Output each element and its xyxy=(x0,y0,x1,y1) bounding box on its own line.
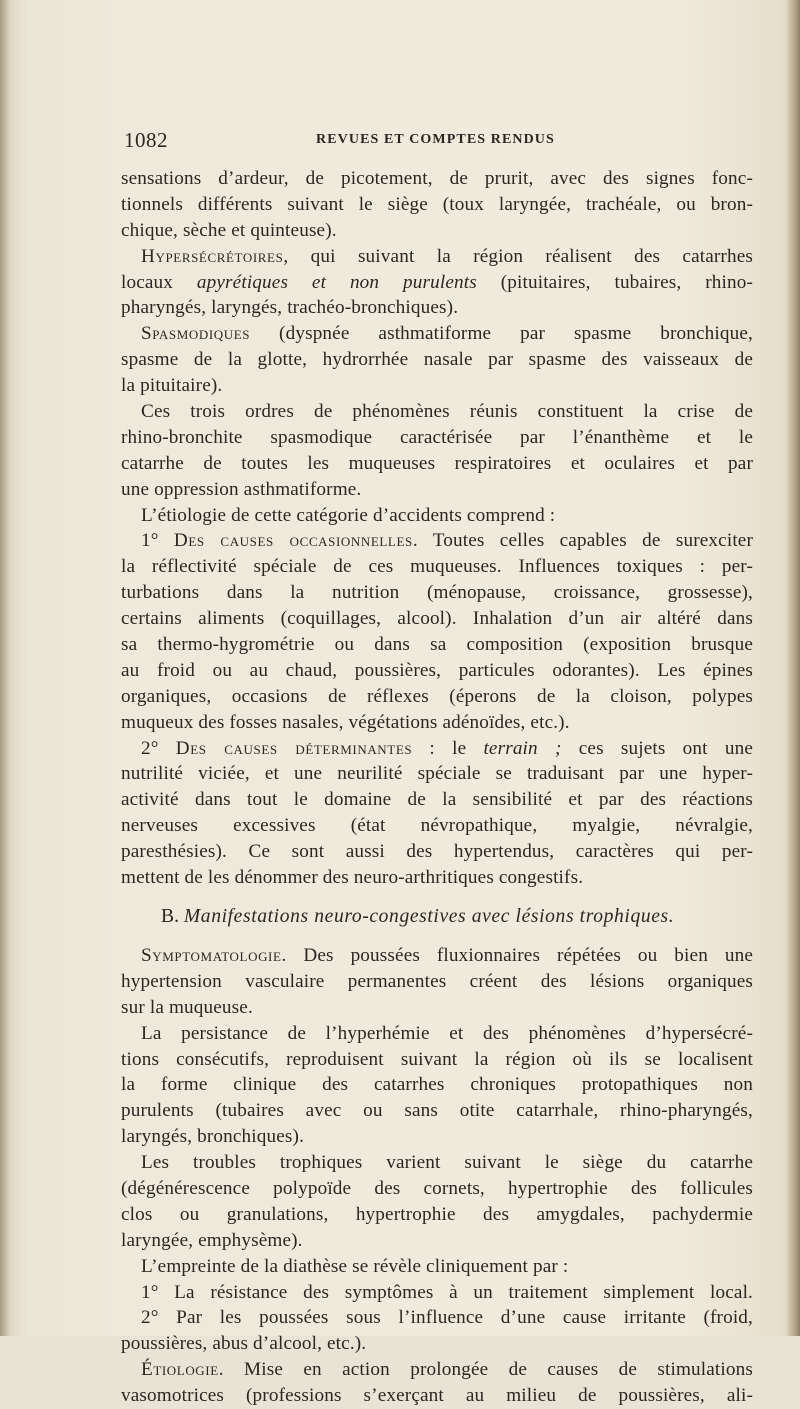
text-line: vasomotrices (professions s’exerçant au milieu de poussières, ali- xyxy=(121,1385,753,1407)
text-line: Les troubles trophiques varient suivant le siège du catarrhe xyxy=(141,1152,753,1174)
page-number: 1082 xyxy=(124,128,168,152)
section-title: Manifestations neuro-congestives avec lésions trophiques. xyxy=(183,905,675,927)
text-line: 1° La résistance des symptômes à un traitement simplement local. xyxy=(141,1281,753,1303)
text-line: chique, sèche et quinteuse). xyxy=(121,219,337,241)
text-line: organiques, occasions de réflexes (éperons de la cloison, polypes xyxy=(121,685,753,707)
text-line: L’étiologie de cette catégorie d’accidents comprend : xyxy=(141,504,556,526)
term-etiologie: Étiologie xyxy=(141,1359,219,1381)
text-line: certains aliments (coquillages, alcool). Inhalation d’un air altéré dans xyxy=(121,608,753,630)
text-line: purulents (tubaires avec ou sans otite catarrhale, rhino-pharyngés, xyxy=(121,1100,753,1122)
emphasis-apyretiques: apyrétiques et non purulents xyxy=(196,271,477,293)
page-header xyxy=(124,128,764,154)
text-line-symptomatologie: Symptomatologie. Des poussées fluxionnaires répétées ou bien une xyxy=(141,944,753,966)
section-label: B. xyxy=(161,905,179,927)
text-line: poussières, abus d’alcool, etc.). xyxy=(121,1333,367,1355)
text-line: clos ou granulations, hypertrophie des amygdales, pachydermie xyxy=(121,1203,753,1225)
text-line-spasmodiques: Spasmodiques (dyspnée asthmatiforme par spasme bronchique, xyxy=(141,323,753,345)
text-line: turbations dans la nutrition (ménopause, croissance, grossesse), xyxy=(121,582,753,604)
text-line: rhino-bronchite spasmodique caractérisée par l’énanthème et le xyxy=(121,426,753,448)
text-line: la pituitaire). xyxy=(121,375,223,397)
text-line: laryngée, emphysème). xyxy=(121,1229,303,1251)
text-line: (dégénérescence polypoïde des cornets, hypertrophie des follicules xyxy=(121,1177,753,1199)
text-line: sensations d’ardeur, de picotement, de prurit, avec des signes fonc- xyxy=(121,168,753,189)
term-causes-determinantes: Des causes déterminantes xyxy=(175,737,413,759)
text-line: nutrilité viciée, et une neurilité spéciale se traduisant par une hyper- xyxy=(121,763,753,785)
text-line: sa thermo-hygrométrie ou dans sa composition (exposition brusque xyxy=(121,634,753,656)
text-line: pharyngés, laryngés, trachéo-bronchiques). xyxy=(121,297,459,319)
page-gutter-shadow xyxy=(0,0,10,1336)
text-line: hypertension vasculaire permanentes créent des lésions organiques xyxy=(121,970,753,992)
text-line-hypersecretoires: Hypersécrétoires, qui suivant la région réalisent des catarrhes xyxy=(141,245,753,267)
text-line: muqueux des fosses nasales, végétations adénoïdes, etc.). xyxy=(121,711,570,733)
term-hypersecretoires: Hypersécrétoires xyxy=(141,245,284,267)
text-line: 2° Par les poussées sous l’influence d’une cause irritante (froid, xyxy=(141,1307,753,1329)
text-line: locaux apyrétiques et non purulents (pituitaires, tubaires, rhino- xyxy=(121,271,753,293)
body-text xyxy=(121,166,753,1409)
text-line-causes-occasionnelles: 1° Des causes occasionnelles. Toutes celles capables de surexciter xyxy=(141,530,754,552)
text-line: Ces trois ordres de phénomènes réunis constituent la crise de xyxy=(141,401,753,423)
text-line: une oppression asthmatiforme. xyxy=(121,478,362,500)
text-line: activité dans tout le domaine de la sensibilité et par des réactions xyxy=(121,789,753,811)
text-line: catarrhe de toutes les muqueuses respiratoires et oculaires et par xyxy=(121,452,753,474)
text-line-etiologie: Étiologie. Mise en action prolongée de causes de stimulations xyxy=(141,1359,753,1381)
term-spasmodiques: Spasmodiques xyxy=(141,323,251,345)
text-line: spasme de la glotte, hydrorrhée nasale par spasme des vaisseaux de xyxy=(121,349,753,371)
text-line: laryngés, bronchiques). xyxy=(121,1126,305,1148)
text-line-causes-determinantes: 2° Des causes déterminantes : le terrain ; ces sujets ont une xyxy=(141,737,754,759)
text-line: tionnels différents suivant le siège (toux laryngée, trachéale, ou bron- xyxy=(121,193,753,215)
text-line: L’empreinte de la diathèse se révèle cliniquement par : xyxy=(141,1255,569,1277)
text-line: mettent de les dénommer des neuro-arthritiques congestifs. xyxy=(121,867,584,889)
text-line: tions consécutifs, reproduisent suivant la région où ils se localisent xyxy=(121,1048,753,1070)
emphasis-terrain: terrain ; xyxy=(483,737,562,759)
text-line: sur la muqueuse. xyxy=(121,996,253,1018)
text-line: La persistance de l’hyperhémie et des phénomènes d’hypersécré- xyxy=(141,1022,753,1044)
running-title: REVUES ET COMPTES RENDUS xyxy=(316,132,555,147)
text-line: la réflectivité spéciale de ces muqueuses. Influences toxiques : per- xyxy=(121,556,753,578)
term-symptomatologie: Symptomatologie xyxy=(141,944,282,966)
text-line: au froid ou au chaud, poussières, particules odorantes). Les épines xyxy=(121,659,753,681)
term-causes-occasionnelles: Des causes occasionnelles xyxy=(173,530,413,552)
text-line: nerveuses excessives (état névropathique, myalgie, névralgie, xyxy=(121,815,753,837)
page-edge-shadow xyxy=(786,0,800,1336)
section-heading-b xyxy=(121,891,753,943)
text-line: la forme clinique des catarrhes chroniques protopathiques non xyxy=(121,1074,753,1096)
text-line: paresthésies). Ce sont aussi des hypertendus, caractères qui per- xyxy=(121,841,753,863)
